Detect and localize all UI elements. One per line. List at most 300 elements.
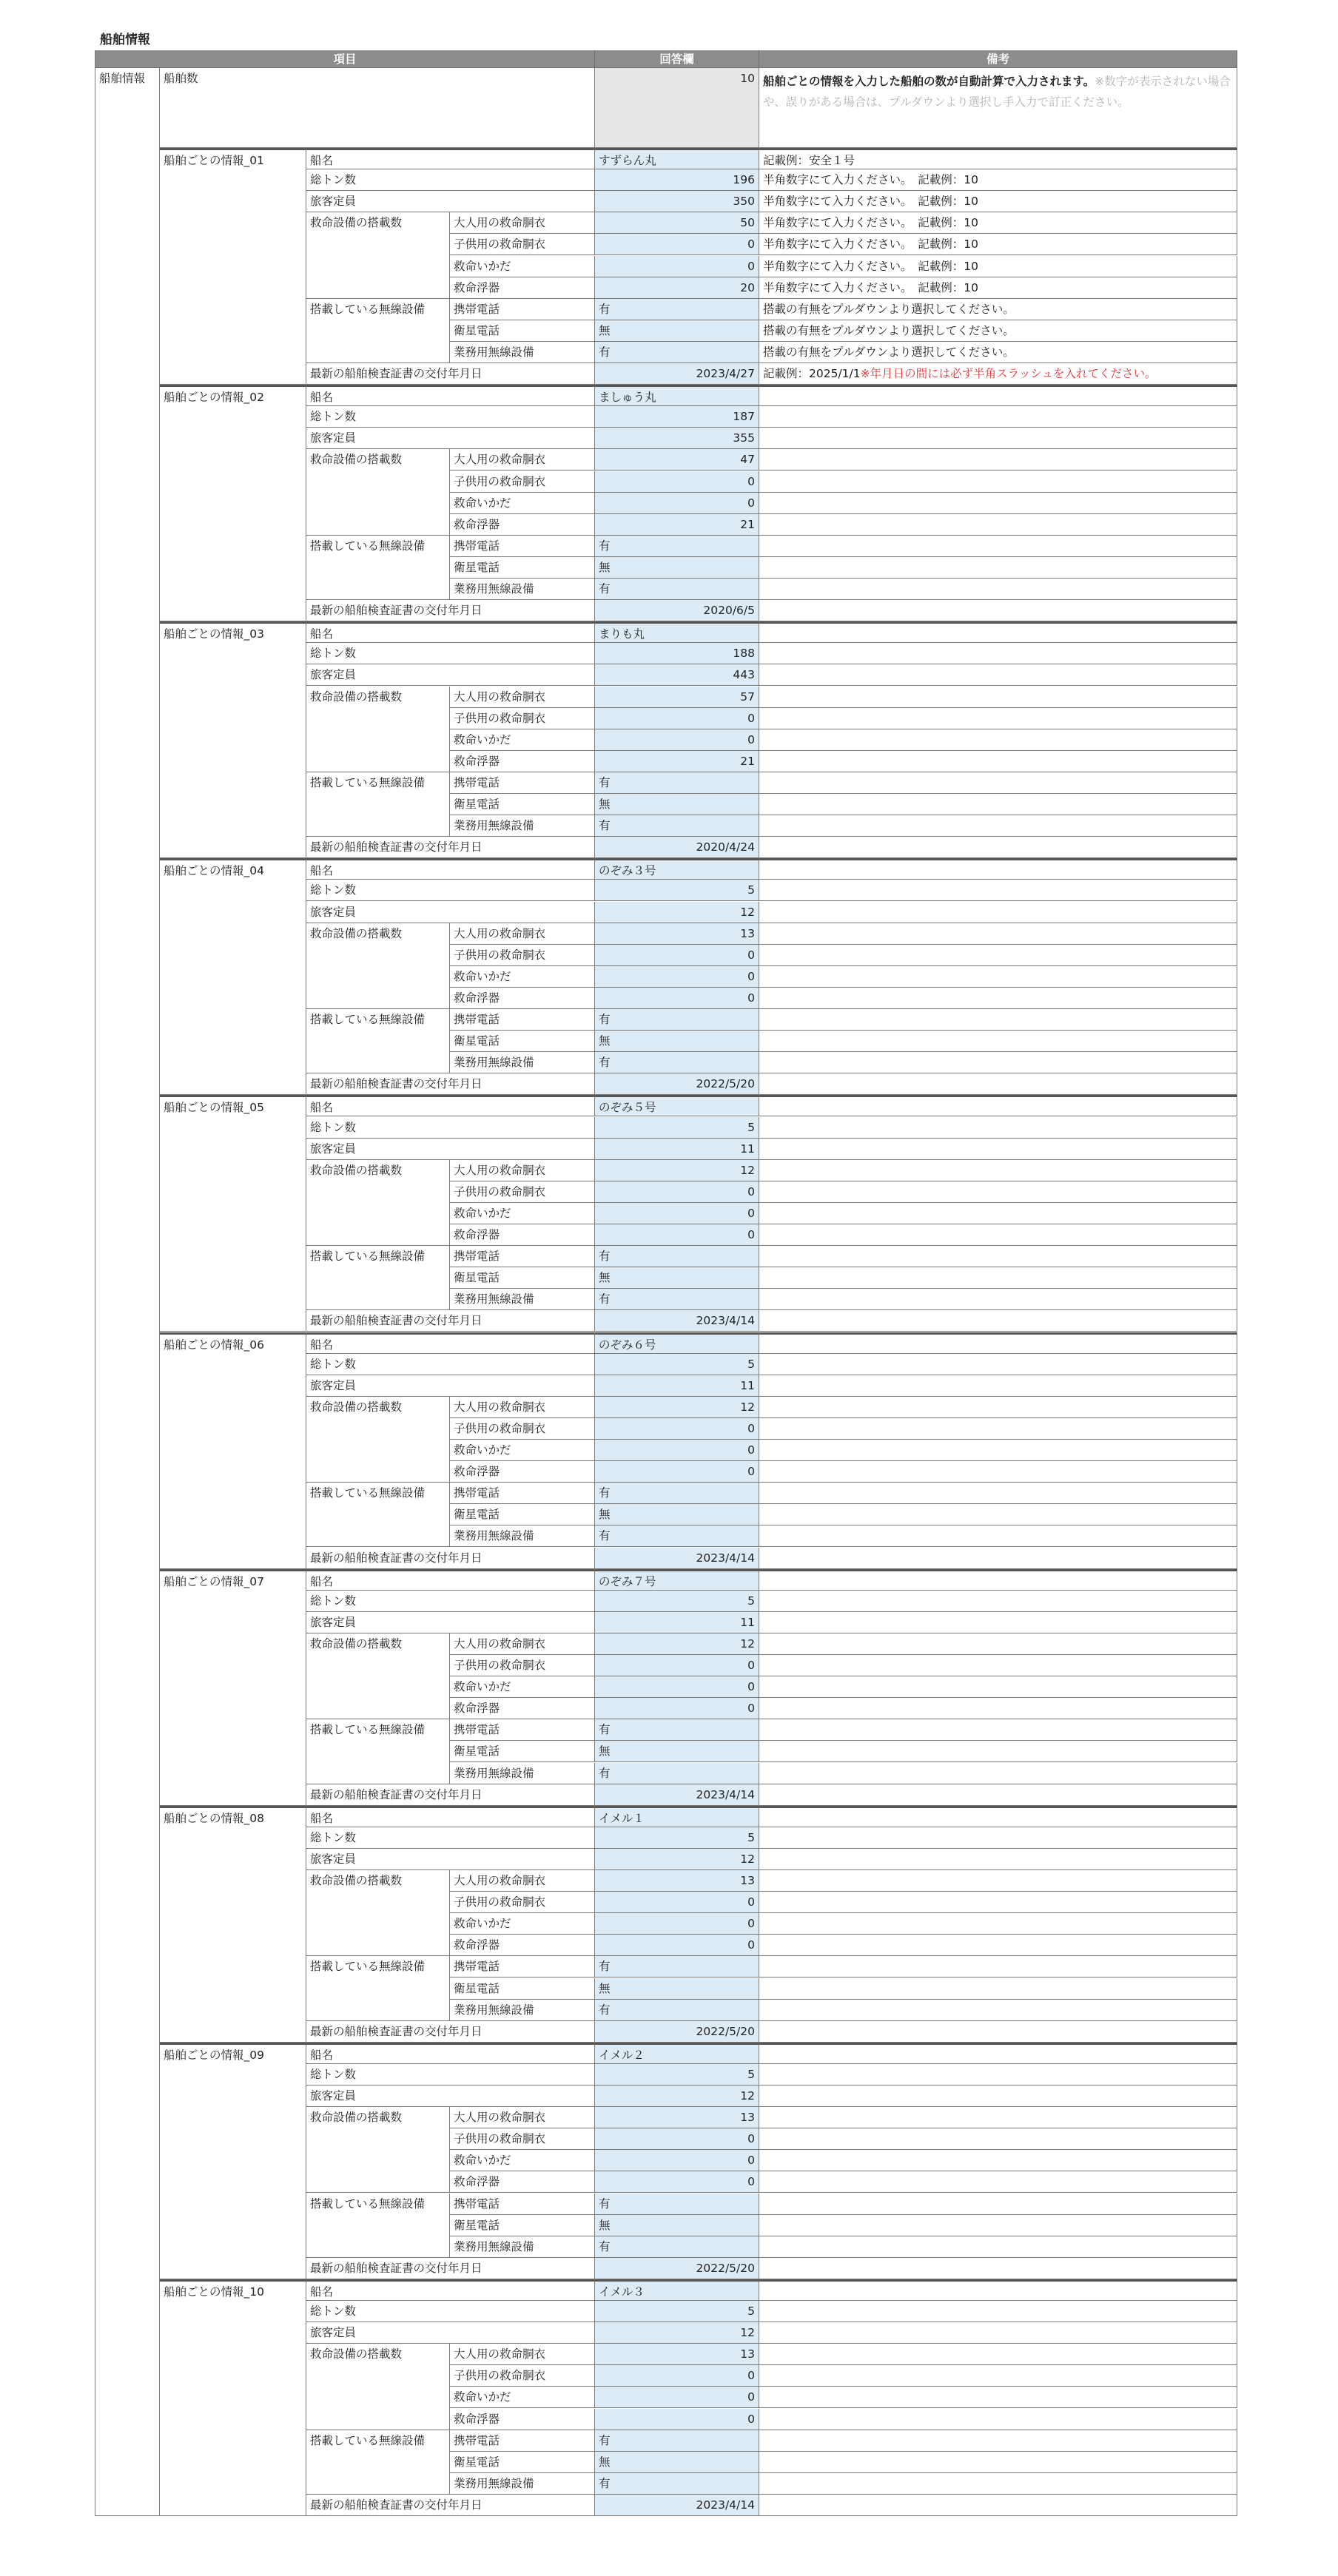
ship-10-remark-passenger_capacity [759,2322,1237,2344]
ship-09-remark-passenger_capacity [759,2086,1237,2107]
ship-07-input-life_raft[interactable]: 0 [595,1676,759,1698]
ship-09-label-mobile_phone: 携帯電話 [450,2194,595,2215]
ship-03-input-life_buoy[interactable]: 21 [595,751,759,772]
ship-05-label-business_radio: 業務用無線設備 [450,1289,595,1310]
ship-10-remark-life_raft [759,2387,1237,2408]
ship-09-input-gross_tonnage[interactable]: 5 [595,2064,759,2086]
ship-count-value[interactable]: 10 [595,68,759,148]
ship-04-label-mobile_phone: 携帯電話 [450,1009,595,1031]
ship-09-remark-name [759,2043,1237,2064]
ship-07-remark-satellite_phone [759,1741,1237,1762]
ship-03-label-inspection_date: 最新の船舶検査証書の交付年月日 [306,837,595,858]
ship-02-input-life_jacket_adult[interactable]: 47 [595,449,759,471]
ship-03-group-radio: 搭載している無線設備 [306,772,450,837]
ship-05-input-inspection_date[interactable]: 2023/4/14 [595,1310,759,1332]
ship-08-input-gross_tonnage[interactable]: 5 [595,1827,759,1849]
ship-08-label-life_buoy: 救命浮器 [450,1935,595,1956]
ship-block-label-01: 船舶ごとの情報_01 [160,148,306,385]
ship-05-label-mobile_phone: 携帯電話 [450,1246,595,1267]
ship-01-remark-passenger_capacity [759,191,1237,212]
ship-05-label-life_jacket_child: 子供用の救命胴衣 [450,1181,595,1203]
ship-03-input-gross_tonnage[interactable]: 188 [595,643,759,664]
ship-04-input-mobile_phone[interactable]: 有 [595,1009,759,1031]
remark-business_radio: 搭載の有無をプルダウンより選択してください。 [763,345,1015,359]
ship-02-input-gross_tonnage[interactable]: 187 [595,406,759,428]
ship-03-remark-passenger_capacity [759,664,1237,686]
ship-09-label-satellite_phone: 衛星電話 [450,2215,595,2236]
ship-05-input-life_raft[interactable]: 0 [595,1203,759,1224]
ship-03-remark-gross_tonnage [759,643,1237,664]
ship-02-input-life_buoy[interactable]: 21 [595,514,759,536]
ship-04-remark-passenger_capacity [759,902,1237,923]
sheet-title: 船舶情報 [100,33,150,47]
ship-block-label-05: 船舶ごとの情報_05 [160,1095,306,1332]
ship-06-label-life_buoy: 救命浮器 [450,1461,595,1483]
ship-02-input-mobile_phone[interactable]: 有 [595,536,759,557]
ship-03-label-passenger_capacity: 旅客定員 [306,664,595,686]
ship-04-group-lifesaving: 救命設備の搭載数 [306,923,450,1009]
remark-satellite_phone: 搭載の有無をプルダウンより選択してください。 [763,323,1015,337]
ship-09-remark-gross_tonnage [759,2064,1237,2086]
ship-08-input-inspection_date[interactable]: 2022/5/20 [595,2021,759,2043]
ship-05-input-mobile_phone[interactable]: 有 [595,1246,759,1267]
ship-01-input-satellite_phone[interactable]: 無 [595,320,759,342]
ship-08-remark-life_jacket_child [759,1892,1237,1913]
ship-06-label-life_raft: 救命いかだ [450,1440,595,1461]
ship-05-input-satellite_phone[interactable]: 無 [595,1267,759,1289]
ship-06-label-business_radio: 業務用無線設備 [450,1525,595,1547]
ship-05-remark-business_radio [759,1289,1237,1310]
ship-07-remark-mobile_phone [759,1719,1237,1741]
ship-07-label-business_radio: 業務用無線設備 [450,1763,595,1784]
ship-02-remark-satellite_phone [759,557,1237,579]
ship-05-input-life_buoy[interactable]: 0 [595,1224,759,1246]
ship-10-label-business_radio: 業務用無線設備 [450,2473,595,2495]
ship-03-label-life_raft: 救命いかだ [450,729,595,751]
ship-03-label-satellite_phone: 衛星電話 [450,794,595,815]
ship-08-label-name: 船名 [306,1806,595,1827]
ship-02-label-life_jacket_adult: 大人用の救命胴衣 [450,449,595,471]
ship-10-label-passenger_capacity: 旅客定員 [306,2322,595,2344]
ship-10-label-life_buoy: 救命浮器 [450,2409,595,2430]
ship-01-input-life_jacket_child[interactable]: 0 [595,234,759,255]
ship-07-label-life_buoy: 救命浮器 [450,1698,595,1719]
ship-01-input-life_raft[interactable]: 0 [595,256,759,277]
ship-10-input-gross_tonnage[interactable]: 5 [595,2301,759,2322]
ship-10-input-business_radio[interactable]: 有 [595,2473,759,2495]
ship-04-input-life_buoy[interactable]: 0 [595,988,759,1009]
ship-06-remark-gross_tonnage [759,1354,1237,1375]
ship-08-label-mobile_phone: 携帯電話 [450,1956,595,1977]
ship-10-group-lifesaving: 救命設備の搭載数 [306,2344,450,2430]
ship-05-input-gross_tonnage[interactable]: 5 [595,1117,759,1139]
ship-02-input-name[interactable]: ましゅう丸 [595,385,759,406]
ship-08-input-mobile_phone[interactable]: 有 [595,1956,759,1977]
ship-03-label-life_jacket_adult: 大人用の救命胴衣 [450,687,595,708]
ship-01-remark-business_radio [759,342,1237,363]
ship-08-input-passenger_capacity[interactable]: 12 [595,1849,759,1870]
ship-05-remark-life_jacket_child [759,1181,1237,1203]
ship-block-label-10: 船舶ごとの情報_10 [160,2279,306,2516]
ship-02-label-life_buoy: 救命浮器 [450,514,595,536]
ship-03-label-mobile_phone: 携帯電話 [450,772,595,794]
ship-02-remark-mobile_phone [759,536,1237,557]
ship-10-label-life_jacket_child: 子供用の救命胴衣 [450,2365,595,2387]
ship-04-label-inspection_date: 最新の船舶検査証書の交付年月日 [306,1073,595,1095]
ship-02-input-passenger_capacity[interactable]: 355 [595,428,759,449]
ship-08-remark-inspection_date [759,2021,1237,2043]
ship-07-input-satellite_phone[interactable]: 無 [595,1741,759,1762]
ship-07-input-inspection_date[interactable]: 2023/4/14 [595,1784,759,1806]
ship-08-label-passenger_capacity: 旅客定員 [306,1849,595,1870]
ship-02-input-life_raft[interactable]: 0 [595,493,759,514]
ship-10-label-gross_tonnage: 総トン数 [306,2301,595,2322]
ship-02-remark-life_buoy [759,514,1237,536]
ship-01-input-mobile_phone[interactable]: 有 [595,299,759,320]
ship-09-input-satellite_phone[interactable]: 無 [595,2215,759,2236]
ship-08-input-life_buoy[interactable]: 0 [595,1935,759,1956]
ship-06-label-name: 船名 [306,1332,595,1354]
ship-07-label-life_jacket_adult: 大人用の救命胴衣 [450,1633,595,1655]
ship-08-input-life_jacket_adult[interactable]: 13 [595,1870,759,1892]
ship-06-remark-life_buoy [759,1461,1237,1483]
ship-08-label-business_radio: 業務用無線設備 [450,2000,595,2021]
ship-10-input-passenger_capacity[interactable]: 12 [595,2322,759,2344]
header-remarks: 備考 [759,50,1237,68]
ship-03-input-satellite_phone[interactable]: 無 [595,794,759,815]
ship-block-label-07: 船舶ごとの情報_07 [160,1569,306,1806]
ship-03-remark-name [759,621,1237,643]
ship-06-input-life_raft[interactable]: 0 [595,1440,759,1461]
ship-05-input-business_radio[interactable]: 有 [595,1289,759,1310]
ship-07-input-mobile_phone[interactable]: 有 [595,1719,759,1741]
ship-06-input-gross_tonnage[interactable]: 5 [595,1354,759,1375]
ship-03-remark-life_jacket_child [759,708,1237,729]
ship-04-label-business_radio: 業務用無線設備 [450,1052,595,1073]
ship-09-input-life_raft[interactable]: 0 [595,2150,759,2171]
remark-date-warning: ※年月日の間には必ず半角スラッシュを入れてください。 [860,367,1157,380]
ship-06-input-life_jacket_child[interactable]: 0 [595,1418,759,1440]
ship-02-input-business_radio[interactable]: 有 [595,579,759,600]
ship-04-group-radio: 搭載している無線設備 [306,1009,450,1073]
ship-07-remark-business_radio [759,1763,1237,1784]
header-answer: 回答欄 [595,50,759,68]
ship-10-input-life_jacket_child[interactable]: 0 [595,2365,759,2387]
ship-03-input-life_jacket_child[interactable]: 0 [595,708,759,729]
ship-07-input-life_jacket_child[interactable]: 0 [595,1655,759,1676]
ship-01-label-life_jacket_adult: 大人用の救命胴衣 [450,212,595,234]
ship-04-input-business_radio[interactable]: 有 [595,1052,759,1073]
ship-03-remark-mobile_phone [759,772,1237,794]
ship-07-input-name[interactable]: のぞみ７号 [595,1569,759,1591]
ship-02-input-satellite_phone[interactable]: 無 [595,557,759,579]
ship-05-remark-mobile_phone [759,1246,1237,1267]
ship-01-label-business_radio: 業務用無線設備 [450,342,595,363]
ship-06-remark-inspection_date [759,1548,1237,1569]
ship-05-input-passenger_capacity[interactable]: 11 [595,1139,759,1160]
ship-07-input-life_buoy[interactable]: 0 [595,1698,759,1719]
ship-04-input-passenger_capacity[interactable]: 12 [595,902,759,923]
ship-06-input-business_radio[interactable]: 有 [595,1525,759,1547]
ship-09-input-inspection_date[interactable]: 2022/5/20 [595,2258,759,2279]
ship-07-remark-life_buoy [759,1698,1237,1719]
ship-06-input-life_buoy[interactable]: 0 [595,1461,759,1483]
ship-01-remark-life_raft [759,256,1237,277]
ship-04-input-inspection_date[interactable]: 2022/5/20 [595,1073,759,1095]
ship-01-input-passenger_capacity[interactable]: 350 [595,191,759,212]
ship-01-input-name[interactable]: すずらん丸 [595,148,759,169]
ship-09-group-lifesaving: 救命設備の搭載数 [306,2107,450,2193]
ship-07-input-gross_tonnage[interactable]: 5 [595,1591,759,1612]
ship-09-input-mobile_phone[interactable]: 有 [595,2194,759,2215]
ship-06-input-mobile_phone[interactable]: 有 [595,1483,759,1504]
ship-10-input-name[interactable]: イメル３ [595,2279,759,2301]
ship-block-label-09: 船舶ごとの情報_09 [160,2043,306,2279]
ship-06-label-gross_tonnage: 総トン数 [306,1354,595,1375]
ship-05-group-lifesaving: 救命設備の搭載数 [306,1160,450,1246]
ship-08-remark-mobile_phone [759,1956,1237,1977]
ship-03-remark-business_radio [759,815,1237,837]
ship-02-label-life_jacket_child: 子供用の救命胴衣 [450,471,595,493]
ship-06-input-satellite_phone[interactable]: 無 [595,1504,759,1525]
ship-06-label-satellite_phone: 衛星電話 [450,1504,595,1525]
ship-06-label-passenger_capacity: 旅客定員 [306,1375,595,1397]
ship-10-input-life_jacket_adult[interactable]: 13 [595,2344,759,2365]
ship-08-label-satellite_phone: 衛星電話 [450,1978,595,2000]
ship-01-remark-mobile_phone [759,299,1237,320]
ship-block-label-02: 船舶ごとの情報_02 [160,385,306,621]
ship-07-label-mobile_phone: 携帯電話 [450,1719,595,1741]
ship-06-remark-name [759,1332,1237,1354]
ship-01-label-passenger_capacity: 旅客定員 [306,191,595,212]
remark-passenger_capacity: 半角数字にて入力ください。 記載例：10 [763,195,978,209]
ship-08-input-life_jacket_child[interactable]: 0 [595,1892,759,1913]
ship-07-remark-life_jacket_child [759,1655,1237,1676]
ship-10-label-satellite_phone: 衛星電話 [450,2452,595,2473]
ship-04-input-life_jacket_child[interactable]: 0 [595,945,759,966]
ship-09-input-life_jacket_child[interactable]: 0 [595,2128,759,2150]
ship-10-remark-life_jacket_adult [759,2344,1237,2365]
ship-05-remark-inspection_date [759,1310,1237,1332]
ship-10-remark-name [759,2279,1237,2301]
ship-09-group-radio: 搭載している無線設備 [306,2194,450,2258]
ship-01-group-lifesaving: 救命設備の搭載数 [306,212,450,298]
ship-06-input-life_jacket_adult[interactable]: 12 [595,1397,759,1418]
ship-02-group-radio: 搭載している無線設備 [306,536,450,600]
ship-01-label-life_buoy: 救命浮器 [450,277,595,299]
ship-06-remark-satellite_phone [759,1504,1237,1525]
ship-info-sheet [95,50,1237,2512]
ship-10-remark-inspection_date [759,2495,1237,2516]
ship-08-label-life_raft: 救命いかだ [450,1913,595,1935]
ship-07-label-name: 船名 [306,1569,595,1591]
ship-10-input-mobile_phone[interactable]: 有 [595,2430,759,2452]
ship-06-label-life_jacket_adult: 大人用の救命胴衣 [450,1397,595,1418]
ship-04-input-life_raft[interactable]: 0 [595,966,759,988]
ship-07-input-business_radio[interactable]: 有 [595,1763,759,1784]
remark-life_jacket_adult: 半角数字にて入力ください。 記載例：10 [763,216,978,230]
ship-10-input-life_raft[interactable]: 0 [595,2387,759,2408]
ship-09-input-passenger_capacity[interactable]: 12 [595,2086,759,2107]
ship-02-remark-passenger_capacity [759,428,1237,449]
ship-04-remark-inspection_date [759,1073,1237,1095]
ship-02-input-life_jacket_child[interactable]: 0 [595,471,759,493]
ship-05-remark-gross_tonnage [759,1117,1237,1139]
ship-05-label-life_jacket_adult: 大人用の救命胴衣 [450,1160,595,1181]
ship-06-input-passenger_capacity[interactable]: 11 [595,1375,759,1397]
ship-10-label-mobile_phone: 携帯電話 [450,2430,595,2452]
ship-10-remark-satellite_phone [759,2452,1237,2473]
ship-05-remark-life_raft [759,1203,1237,1224]
ship-02-remark-life_jacket_child [759,471,1237,493]
ship-04-remark-business_radio [759,1052,1237,1073]
ship-07-group-radio: 搭載している無線設備 [306,1719,450,1784]
ship-04-label-gross_tonnage: 総トン数 [306,880,595,901]
ship-07-input-passenger_capacity[interactable]: 11 [595,1612,759,1633]
ship-06-group-radio: 搭載している無線設備 [306,1483,450,1547]
ship-10-input-satellite_phone[interactable]: 無 [595,2452,759,2473]
ship-09-label-passenger_capacity: 旅客定員 [306,2086,595,2107]
ship-10-label-life_raft: 救命いかだ [450,2387,595,2408]
ship-03-input-inspection_date[interactable]: 2020/4/24 [595,837,759,858]
ship-03-input-business_radio[interactable]: 有 [595,815,759,837]
ship-04-input-life_jacket_adult[interactable]: 13 [595,923,759,945]
ship-02-remark-name [759,385,1237,406]
ship-09-label-inspection_date: 最新の船舶検査証書の交付年月日 [306,2258,595,2279]
ship-09-input-life_jacket_adult[interactable]: 13 [595,2107,759,2128]
ship-03-input-name[interactable]: まりも丸 [595,621,759,643]
ship-02-label-passenger_capacity: 旅客定員 [306,428,595,449]
ship-08-group-lifesaving: 救命設備の搭載数 [306,1870,450,1956]
ship-09-label-life_jacket_adult: 大人用の救命胴衣 [450,2107,595,2128]
ship-05-remark-life_jacket_adult [759,1160,1237,1181]
ship-01-input-life_buoy[interactable]: 20 [595,277,759,299]
ship-04-remark-name [759,858,1237,880]
ship-04-input-gross_tonnage[interactable]: 5 [595,880,759,901]
ship-08-input-business_radio[interactable]: 有 [595,2000,759,2021]
ship-03-remark-life_raft [759,729,1237,751]
ship-05-label-satellite_phone: 衛星電話 [450,1267,595,1289]
ship-09-input-business_radio[interactable]: 有 [595,2236,759,2258]
ship-06-label-mobile_phone: 携帯電話 [450,1483,595,1504]
remark-gross_tonnage: 半角数字にて入力ください。 記載例：10 [763,173,978,187]
ship-03-label-business_radio: 業務用無線設備 [450,815,595,837]
ship-04-label-passenger_capacity: 旅客定員 [306,902,595,923]
ship-08-input-life_raft[interactable]: 0 [595,1913,759,1935]
ship-09-remark-business_radio [759,2236,1237,2258]
ship-07-label-satellite_phone: 衛星電話 [450,1741,595,1762]
ship-07-remark-inspection_date [759,1784,1237,1806]
ship-09-input-name[interactable]: イメル２ [595,2043,759,2064]
ship-04-label-life_jacket_adult: 大人用の救命胴衣 [450,923,595,945]
ship-10-remark-life_buoy [759,2409,1237,2430]
ship-07-label-life_jacket_child: 子供用の救命胴衣 [450,1655,595,1676]
ship-06-remark-business_radio [759,1525,1237,1547]
ship-01-label-life_raft: 救命いかだ [450,256,595,277]
ship-04-remark-mobile_phone [759,1009,1237,1031]
ship-03-input-life_jacket_adult[interactable]: 57 [595,687,759,708]
ship-05-label-gross_tonnage: 総トン数 [306,1117,595,1139]
ship-block-label-03: 船舶ごとの情報_03 [160,621,306,858]
ship-02-remark-life_jacket_adult [759,449,1237,471]
ship-04-label-satellite_phone: 衛星電話 [450,1031,595,1052]
ship-06-remark-life_jacket_adult [759,1397,1237,1418]
ship-02-label-business_radio: 業務用無線設備 [450,579,595,600]
ship-01-input-gross_tonnage[interactable]: 196 [595,169,759,191]
remark-life_buoy: 半角数字にて入力ください。 記載例：10 [763,280,978,294]
ship-block-label-04: 船舶ごとの情報_04 [160,858,306,1095]
ship-05-remark-passenger_capacity [759,1139,1237,1160]
ship-01-input-inspection_date[interactable]: 2023/4/27 [595,363,759,385]
ship-02-input-inspection_date[interactable]: 2020/6/5 [595,600,759,621]
ship-01-label-name: 船名 [306,148,595,169]
ship-10-group-radio: 搭載している無線設備 [306,2430,450,2495]
ship-08-input-name[interactable]: イメル１ [595,1806,759,1827]
ship-09-remark-life_raft [759,2150,1237,2171]
ship-03-input-mobile_phone[interactable]: 有 [595,772,759,794]
ship-08-remark-life_raft [759,1913,1237,1935]
ship-06-input-name[interactable]: のぞみ６号 [595,1332,759,1354]
ship-08-label-inspection_date: 最新の船舶検査証書の交付年月日 [306,2021,595,2043]
ship-05-remark-life_buoy [759,1224,1237,1246]
ship-05-input-life_jacket_adult[interactable]: 12 [595,1160,759,1181]
ship-09-remark-life_jacket_adult [759,2107,1237,2128]
ship-01-group-radio: 搭載している無線設備 [306,299,450,363]
ship-10-remark-mobile_phone [759,2430,1237,2452]
ship-07-label-gross_tonnage: 総トン数 [306,1591,595,1612]
ship-03-input-passenger_capacity[interactable]: 443 [595,664,759,686]
ship-03-input-life_raft[interactable]: 0 [595,729,759,751]
ship-05-group-radio: 搭載している無線設備 [306,1246,450,1310]
ship-01-label-satellite_phone: 衛星電話 [450,320,595,342]
ship-04-remark-life_jacket_adult [759,923,1237,945]
ship-02-label-life_raft: 救命いかだ [450,493,595,514]
ship-count-remark-bold: 船舶ごとの情報を入力した船舶の数が自動計算で入力されます。 [763,75,1095,88]
ship-05-input-name[interactable]: のぞみ５号 [595,1095,759,1116]
ship-10-input-life_buoy[interactable]: 0 [595,2409,759,2430]
ship-02-label-mobile_phone: 携帯電話 [450,536,595,557]
remark-name: 記載例：安全１号 [763,154,855,167]
ship-09-label-business_radio: 業務用無線設備 [450,2236,595,2258]
ship-count-remark-hint: ※数字が表示されない場合や、誤りがある場合は、プルダウンより選択し手入力で訂正ください。 [763,75,1231,109]
ship-10-label-life_jacket_adult: 大人用の救命胴衣 [450,2344,595,2365]
ship-04-input-name[interactable]: のぞみ３号 [595,858,759,880]
ship-01-remark-life_buoy [759,277,1237,299]
ship-06-remark-life_raft [759,1440,1237,1461]
ship-09-label-life_raft: 救命いかだ [450,2150,595,2171]
ship-09-label-life_buoy: 救命浮器 [450,2171,595,2193]
ship-04-input-satellite_phone[interactable]: 無 [595,1031,759,1052]
ship-03-label-gross_tonnage: 総トン数 [306,643,595,664]
ship-06-input-inspection_date[interactable]: 2023/4/14 [595,1548,759,1569]
ship-09-remark-inspection_date [759,2258,1237,2279]
ship-05-input-life_jacket_child[interactable]: 0 [595,1181,759,1203]
remark-mobile_phone: 搭載の有無をプルダウンより選択してください。 [763,302,1015,316]
ship-01-input-business_radio[interactable]: 有 [595,342,759,363]
ship-08-input-satellite_phone[interactable]: 無 [595,1978,759,2000]
ship-07-input-life_jacket_adult[interactable]: 12 [595,1633,759,1655]
ship-10-input-inspection_date[interactable]: 2023/4/14 [595,2495,759,2516]
ship-01-remark-life_jacket_child [759,234,1237,255]
ship-09-label-name: 船名 [306,2043,595,2064]
ship-07-label-inspection_date: 最新の船舶検査証書の交付年月日 [306,1784,595,1806]
ship-09-input-life_buoy[interactable]: 0 [595,2171,759,2193]
ship-01-input-life_jacket_adult[interactable]: 50 [595,212,759,234]
ship-08-remark-life_jacket_adult [759,1870,1237,1892]
ship-02-label-satellite_phone: 衛星電話 [450,557,595,579]
ship-07-remark-passenger_capacity [759,1612,1237,1633]
ship-03-remark-satellite_phone [759,794,1237,815]
